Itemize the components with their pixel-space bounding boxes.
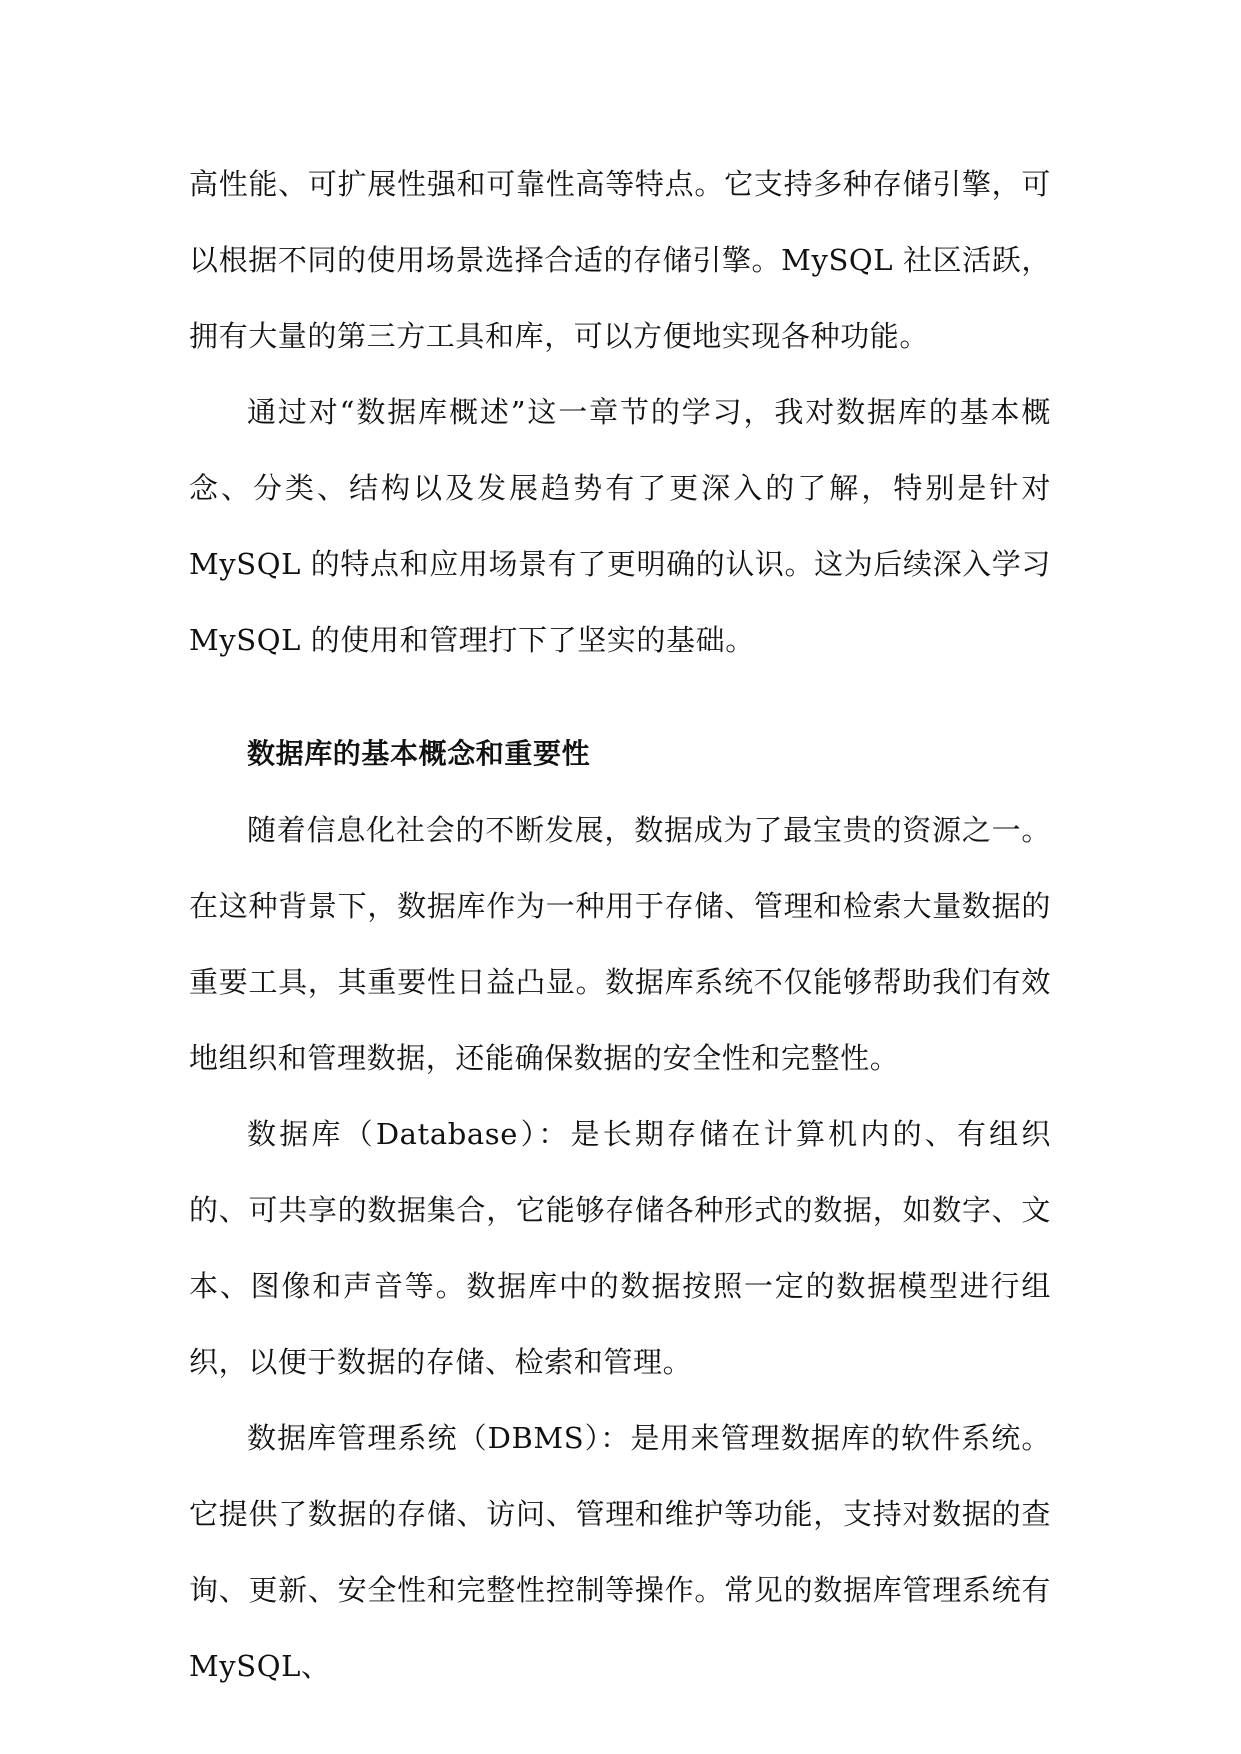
- paragraph-database-definition: 数据库（Database）：是长期存储在计算机内的、有组织的、可共享的数据集合，它能够存储各种形式的数据，如数字、文本、图像和声音等。数据库中的数据按照一定的数据模型进行组织，以便于数据的存储、检索和管理。: [189, 1117, 1051, 1379]
- paragraph-database-importance: 随着信息化社会的不断发展，数据成为了最宝贵的资源之一。在这种背景下，数据库作为一种用于存储、管理和检索大量数据的重要工具，其重要性日益凸显。数据库系统不仅能够帮助我们有效地组织和管理数据，还能确保数据的安全性和完整性。: [189, 813, 1051, 1075]
- section-heading: 数据库的基本概念和重要性: [247, 737, 591, 770]
- paragraph-mysql-features: 高性能、可扩展性强和可靠性高等特点。它支持多种存储引擎，可以根据不同的使用场景选择合适的存储引擎。MySQL 社区活跃，拥有大量的第三方工具和库，可以方便地实现各种功能。: [189, 167, 1051, 353]
- paragraph-chapter-summary: 通过对“数据库概述”这一章节的学习，我对数据库的基本概念、分类、结构以及发展趋势有了更深入的了解，特别是针对 MySQL 的特点和应用场景有了更明确的认识。这为后续深入学习 MySQL 的使用和管理打下了坚实的基础。: [189, 395, 1051, 657]
- document-body: [189, 146, 1051, 1704]
- paragraph-dbms-definition: 数据库管理系统（DBMS）：是用来管理数据库的软件系统。它提供了数据的存储、访问、管理和维护等功能，支持对数据的查询、更新、安全性和完整性控制等操作。常见的数据库管理系统有 MySQL、: [189, 1421, 1051, 1683]
